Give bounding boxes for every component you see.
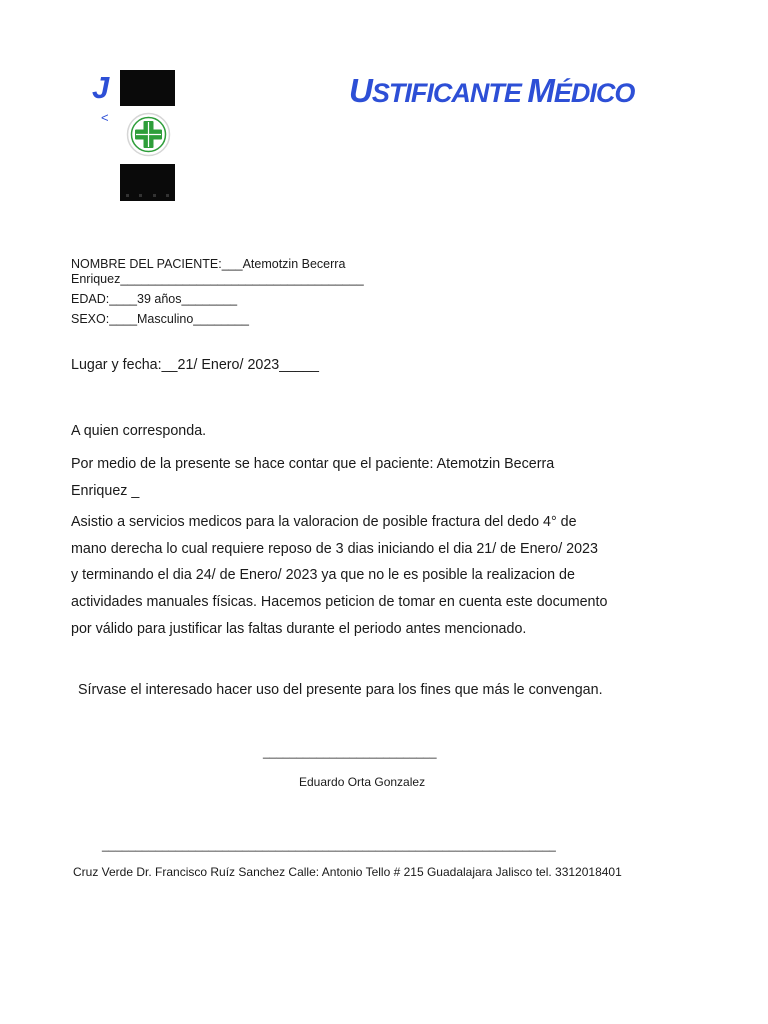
patient-sex: SEXO:____Masculino________ <box>71 312 249 326</box>
body-line: Asistio a servicios medicos para la valoracion de posible fractura del dedo 4° de <box>71 514 577 530</box>
body-line: actividades manuales físicas. Hacemos peticion de tomar en cuenta este documento <box>71 594 608 610</box>
footer-address: Cruz Verde Dr. Francisco Ruíz Sanchez Calle: Antonio Tello # 215 Guadalajara Jalisco tel. 3312018401 <box>73 865 622 879</box>
place-and-date: Lugar y fecha:__21/ Enero/ 2023_____ <box>71 357 320 373</box>
salutation: A quien corresponda. <box>71 423 207 439</box>
document-title: USTIFICANTE MÉDICO <box>349 72 635 109</box>
patient-age: EDAD:____39 años________ <box>71 292 238 306</box>
closing-line: Sírvase el interesado hacer uso del presente para los fines que más le convengan. <box>78 682 603 698</box>
patient-name-line-2: Enriquez___________________________________ <box>71 272 364 286</box>
logo-letter: J <box>92 70 110 105</box>
intro-line-2: Enriquez _ <box>71 483 140 499</box>
green-cross-icon <box>126 112 171 157</box>
signature-line: __________________________ <box>263 745 437 759</box>
footer-rule: ____________________________________________________________________ <box>102 838 556 852</box>
signer-name: Eduardo Orta Gonzalez <box>299 775 426 789</box>
body-line: y terminando el dia 24/ de Enero/ 2023 ya que no le es posible la realizacion de <box>71 567 575 583</box>
logo-mark: < <box>101 110 109 125</box>
redacted-logo-block-bottom <box>120 164 175 201</box>
patient-name-line-1: NOMBRE DEL PACIENTE:___Atemotzin Becerra <box>71 257 346 271</box>
body-line: mano derecha lo cual requiere reposo de 3 dias iniciando el dia 21/ de Enero/ 2023 <box>71 541 598 557</box>
intro-line-1: Por medio de la presente se hace contar que el paciente: Atemotzin Becerra <box>71 456 555 472</box>
redacted-logo-block-top <box>120 70 175 106</box>
body-line: por válido para justificar las faltas durante el periodo antes mencionado. <box>71 621 527 637</box>
